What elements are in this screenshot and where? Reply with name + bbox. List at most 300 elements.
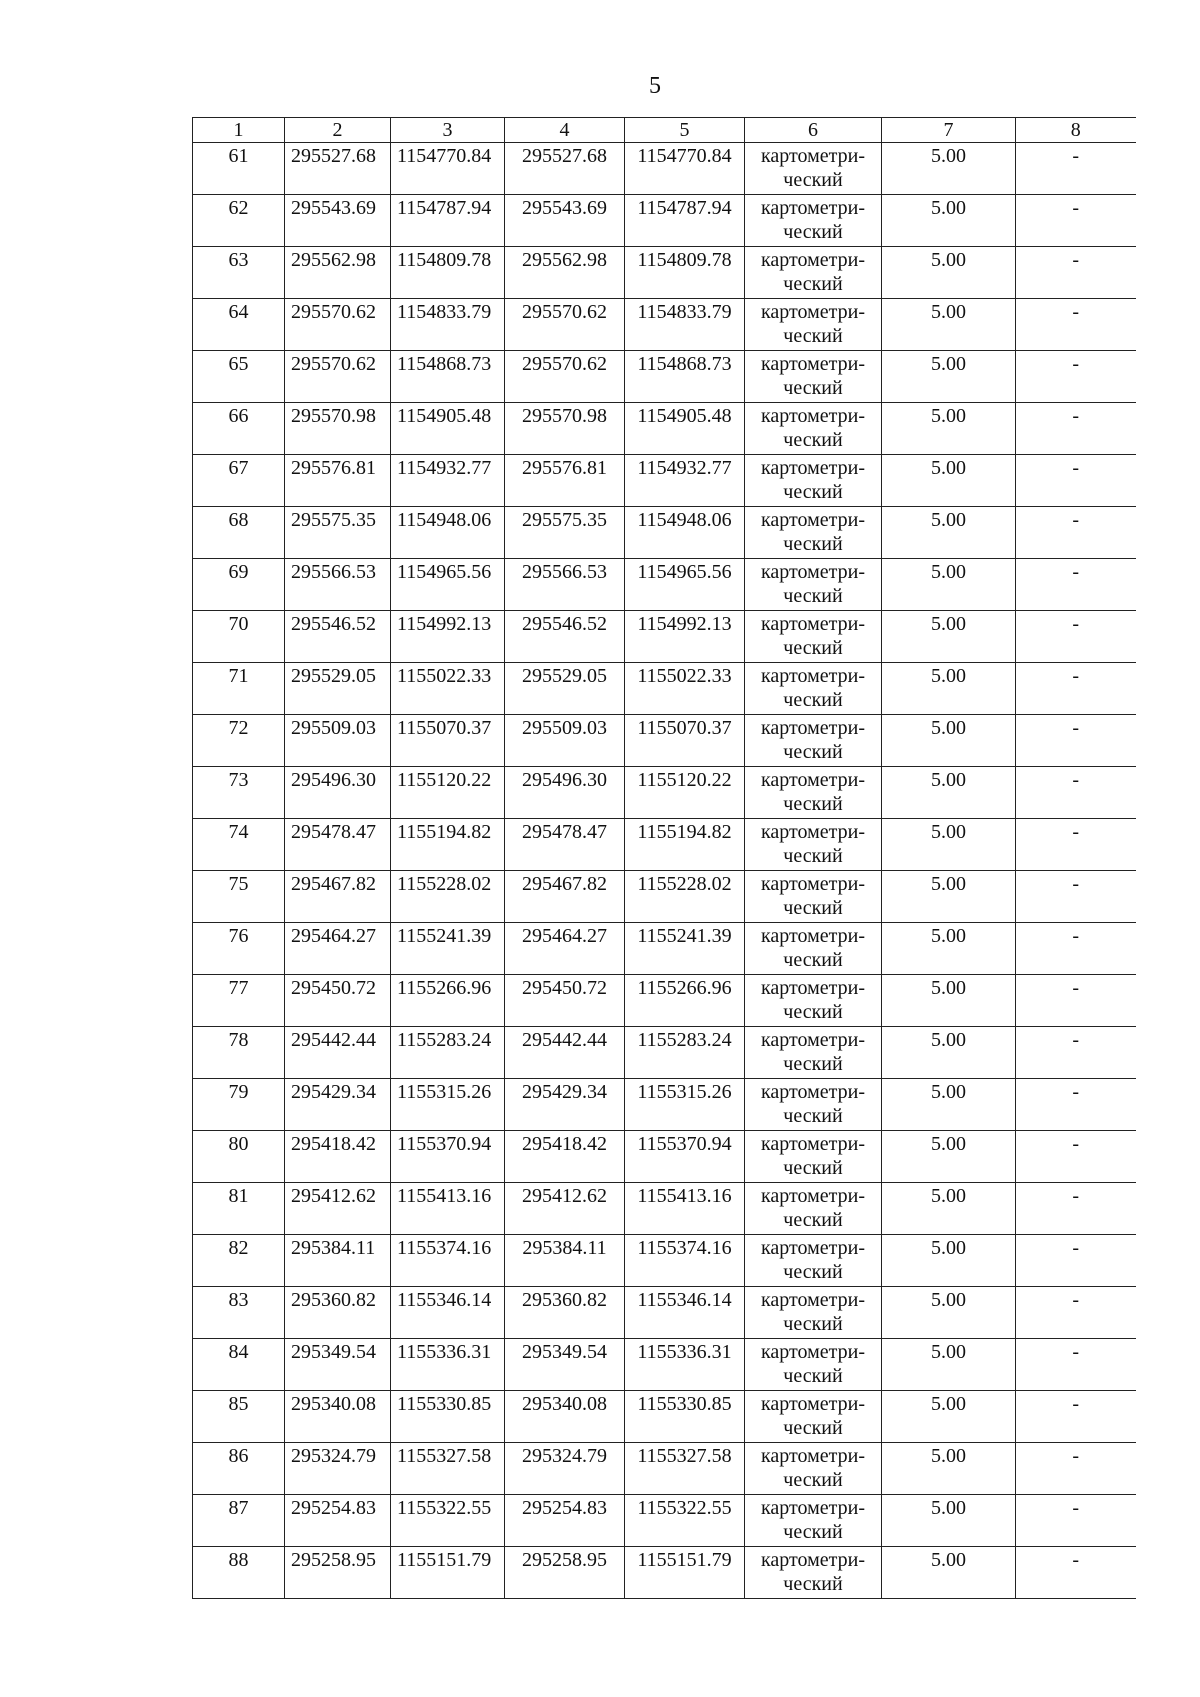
table-row	[193, 195, 1136, 247]
point-number-cell: 86	[193, 1443, 285, 1495]
table-row	[193, 1183, 1136, 1235]
point-number-cell: 81	[193, 1183, 285, 1235]
y-coordinate-new-cell: 1154948.06	[625, 507, 745, 559]
note-cell: -	[1016, 455, 1136, 507]
y-coordinate-cell: 1155194.82	[391, 819, 505, 871]
y-coordinate-new-cell: 1155266.96	[625, 975, 745, 1027]
x-coordinate-new-cell: 295562.98	[505, 247, 625, 299]
y-coordinate-cell: 1155370.94	[391, 1131, 505, 1183]
method-line-1: картометри-	[760, 769, 865, 791]
x-coordinate-new-cell: 295442.44	[505, 1027, 625, 1079]
method-cell	[745, 143, 882, 195]
column-header: 5	[625, 118, 745, 143]
point-number-cell: 70	[193, 611, 285, 663]
x-coordinate-new-cell: 295418.42	[505, 1131, 625, 1183]
y-coordinate-cell: 1154948.06	[391, 507, 505, 559]
y-coordinate-new-cell: 1154833.79	[625, 299, 745, 351]
y-coordinate-new-cell: 1155336.31	[625, 1339, 745, 1391]
y-coordinate-cell: 1155266.96	[391, 975, 505, 1027]
method-line-2: ческий	[783, 689, 843, 711]
table-row	[193, 663, 1136, 715]
x-coordinate-cell: 295570.98	[285, 403, 391, 455]
point-number-cell: 84	[193, 1339, 285, 1391]
x-coordinate-cell: 295576.81	[285, 455, 391, 507]
method-line-1: картометри-	[760, 1549, 865, 1571]
method-cell	[745, 1027, 882, 1079]
y-coordinate-new-cell: 1155374.16	[625, 1235, 745, 1287]
accuracy-cell: 5.00	[882, 507, 1016, 559]
point-number-cell: 68	[193, 507, 285, 559]
y-coordinate-new-cell: 1154905.48	[625, 403, 745, 455]
method-line-1: картометри-	[760, 1237, 865, 1259]
x-coordinate-new-cell: 295360.82	[505, 1287, 625, 1339]
table-row	[193, 507, 1136, 559]
column-header: 3	[391, 118, 505, 143]
table-row	[193, 455, 1136, 507]
method-cell	[745, 1235, 882, 1287]
column-header: 4	[505, 118, 625, 143]
point-number-cell: 61	[193, 143, 285, 195]
accuracy-cell: 5.00	[882, 559, 1016, 611]
method-line-1: картометри-	[760, 1341, 865, 1363]
y-coordinate-cell: 1154770.84	[391, 143, 505, 195]
table-row	[193, 819, 1136, 871]
point-number-cell: 80	[193, 1131, 285, 1183]
note-cell: -	[1016, 195, 1136, 247]
page-number: 5	[649, 73, 661, 99]
x-coordinate-cell: 295570.62	[285, 299, 391, 351]
table-row	[193, 351, 1136, 403]
table-row	[193, 715, 1136, 767]
note-cell: -	[1016, 611, 1136, 663]
method-line-2: ческий	[783, 637, 843, 659]
y-coordinate-cell: 1155241.39	[391, 923, 505, 975]
column-header: 7	[882, 118, 1016, 143]
method-line-2: ческий	[783, 845, 843, 867]
point-number-cell: 76	[193, 923, 285, 975]
accuracy-cell: 5.00	[882, 871, 1016, 923]
x-coordinate-new-cell: 295496.30	[505, 767, 625, 819]
x-coordinate-cell: 295575.35	[285, 507, 391, 559]
point-number-cell: 64	[193, 299, 285, 351]
method-cell	[745, 1131, 882, 1183]
method-line-1: картометри-	[760, 509, 865, 531]
point-number-cell: 66	[193, 403, 285, 455]
accuracy-cell: 5.00	[882, 143, 1016, 195]
note-cell: -	[1016, 1495, 1136, 1547]
method-cell	[745, 767, 882, 819]
x-coordinate-cell: 295340.08	[285, 1391, 391, 1443]
x-coordinate-cell: 295570.62	[285, 351, 391, 403]
method-line-2: ческий	[783, 481, 843, 503]
x-coordinate-cell: 295324.79	[285, 1443, 391, 1495]
y-coordinate-cell: 1155315.26	[391, 1079, 505, 1131]
x-coordinate-new-cell: 295570.62	[505, 299, 625, 351]
x-coordinate-cell: 295442.44	[285, 1027, 391, 1079]
x-coordinate-new-cell: 295412.62	[505, 1183, 625, 1235]
x-coordinate-cell: 295496.30	[285, 767, 391, 819]
accuracy-cell: 5.00	[882, 403, 1016, 455]
method-line-1: картометри-	[760, 1289, 865, 1311]
y-coordinate-cell: 1155070.37	[391, 715, 505, 767]
column-header: 6	[745, 118, 882, 143]
point-number-cell: 79	[193, 1079, 285, 1131]
method-line-2: ческий	[783, 793, 843, 815]
x-coordinate-new-cell: 295384.11	[505, 1235, 625, 1287]
y-coordinate-cell: 1155322.55	[391, 1495, 505, 1547]
method-line-1: картометри-	[760, 1185, 865, 1207]
y-coordinate-cell: 1155346.14	[391, 1287, 505, 1339]
y-coordinate-cell: 1155327.58	[391, 1443, 505, 1495]
x-coordinate-cell: 295412.62	[285, 1183, 391, 1235]
coordinates-table	[192, 117, 1136, 1599]
method-cell	[745, 403, 882, 455]
method-cell	[745, 1287, 882, 1339]
x-coordinate-new-cell: 295467.82	[505, 871, 625, 923]
accuracy-cell: 5.00	[882, 195, 1016, 247]
method-cell	[745, 1183, 882, 1235]
y-coordinate-cell: 1155283.24	[391, 1027, 505, 1079]
y-coordinate-new-cell: 1155346.14	[625, 1287, 745, 1339]
method-cell	[745, 299, 882, 351]
y-coordinate-cell: 1155228.02	[391, 871, 505, 923]
y-coordinate-new-cell: 1155022.33	[625, 663, 745, 715]
table-row	[193, 1339, 1136, 1391]
method-cell	[745, 351, 882, 403]
accuracy-cell: 5.00	[882, 975, 1016, 1027]
accuracy-cell: 5.00	[882, 715, 1016, 767]
table-row	[193, 299, 1136, 351]
note-cell: -	[1016, 507, 1136, 559]
x-coordinate-cell: 295529.05	[285, 663, 391, 715]
y-coordinate-new-cell: 1154787.94	[625, 195, 745, 247]
y-coordinate-cell: 1154868.73	[391, 351, 505, 403]
note-cell: -	[1016, 351, 1136, 403]
x-coordinate-new-cell: 295527.68	[505, 143, 625, 195]
x-coordinate-new-cell: 295324.79	[505, 1443, 625, 1495]
method-cell	[745, 1443, 882, 1495]
x-coordinate-cell: 295566.53	[285, 559, 391, 611]
method-cell	[745, 871, 882, 923]
table-row	[193, 1131, 1136, 1183]
note-cell: -	[1016, 819, 1136, 871]
y-coordinate-cell: 1154992.13	[391, 611, 505, 663]
y-coordinate-new-cell: 1155315.26	[625, 1079, 745, 1131]
method-line-2: ческий	[783, 221, 843, 243]
x-coordinate-new-cell: 295570.62	[505, 351, 625, 403]
method-line-1: картометри-	[760, 145, 865, 167]
y-coordinate-new-cell: 1154992.13	[625, 611, 745, 663]
note-cell: -	[1016, 1131, 1136, 1183]
x-coordinate-new-cell: 295543.69	[505, 195, 625, 247]
x-coordinate-cell: 295418.42	[285, 1131, 391, 1183]
method-cell	[745, 611, 882, 663]
accuracy-cell: 5.00	[882, 1339, 1016, 1391]
note-cell: -	[1016, 143, 1136, 195]
method-line-2: ческий	[783, 325, 843, 347]
x-coordinate-new-cell: 295464.27	[505, 923, 625, 975]
method-cell	[745, 455, 882, 507]
accuracy-cell: 5.00	[882, 1079, 1016, 1131]
method-cell	[745, 1339, 882, 1391]
note-cell: -	[1016, 871, 1136, 923]
note-cell: -	[1016, 1547, 1136, 1599]
point-number-cell: 67	[193, 455, 285, 507]
x-coordinate-new-cell: 295576.81	[505, 455, 625, 507]
x-coordinate-new-cell: 295509.03	[505, 715, 625, 767]
method-line-1: картометри-	[760, 197, 865, 219]
note-cell: -	[1016, 1287, 1136, 1339]
table-row	[193, 767, 1136, 819]
method-cell	[745, 1391, 882, 1443]
y-coordinate-new-cell: 1155370.94	[625, 1131, 745, 1183]
x-coordinate-new-cell: 295429.34	[505, 1079, 625, 1131]
y-coordinate-cell: 1155413.16	[391, 1183, 505, 1235]
note-cell: -	[1016, 1339, 1136, 1391]
method-cell	[745, 195, 882, 247]
method-line-1: картометри-	[760, 717, 865, 739]
x-coordinate-new-cell: 295258.95	[505, 1547, 625, 1599]
point-number-cell: 62	[193, 195, 285, 247]
y-coordinate-new-cell: 1154965.56	[625, 559, 745, 611]
y-coordinate-new-cell: 1155228.02	[625, 871, 745, 923]
method-line-2: ческий	[783, 273, 843, 295]
note-cell: -	[1016, 975, 1136, 1027]
method-line-2: ческий	[783, 377, 843, 399]
x-coordinate-new-cell: 295349.54	[505, 1339, 625, 1391]
x-coordinate-cell: 295464.27	[285, 923, 391, 975]
y-coordinate-new-cell: 1155151.79	[625, 1547, 745, 1599]
method-cell	[745, 559, 882, 611]
accuracy-cell: 5.00	[882, 455, 1016, 507]
column-header: 1	[193, 118, 285, 143]
method-line-1: картометри-	[760, 457, 865, 479]
method-line-1: картометри-	[760, 1133, 865, 1155]
y-coordinate-cell: 1155120.22	[391, 767, 505, 819]
y-coordinate-cell: 1155330.85	[391, 1391, 505, 1443]
method-line-2: ческий	[783, 429, 843, 451]
point-number-cell: 71	[193, 663, 285, 715]
note-cell: -	[1016, 1443, 1136, 1495]
method-cell	[745, 1547, 882, 1599]
y-coordinate-new-cell: 1155330.85	[625, 1391, 745, 1443]
x-coordinate-new-cell: 295570.98	[505, 403, 625, 455]
x-coordinate-cell: 295546.52	[285, 611, 391, 663]
x-coordinate-new-cell: 295546.52	[505, 611, 625, 663]
accuracy-cell: 5.00	[882, 299, 1016, 351]
table-row	[193, 403, 1136, 455]
y-coordinate-new-cell: 1155194.82	[625, 819, 745, 871]
method-line-1: картометри-	[760, 873, 865, 895]
table-row	[193, 871, 1136, 923]
accuracy-cell: 5.00	[882, 1443, 1016, 1495]
x-coordinate-cell: 295349.54	[285, 1339, 391, 1391]
y-coordinate-cell: 1155151.79	[391, 1547, 505, 1599]
method-cell	[745, 923, 882, 975]
table-body	[193, 118, 1136, 1599]
y-coordinate-cell: 1154965.56	[391, 559, 505, 611]
accuracy-cell: 5.00	[882, 1235, 1016, 1287]
x-coordinate-new-cell: 295575.35	[505, 507, 625, 559]
x-coordinate-cell: 295467.82	[285, 871, 391, 923]
method-line-1: картометри-	[760, 665, 865, 687]
point-number-cell: 63	[193, 247, 285, 299]
note-cell: -	[1016, 247, 1136, 299]
header-row	[193, 118, 1136, 143]
x-coordinate-cell: 295429.34	[285, 1079, 391, 1131]
method-line-1: картометри-	[760, 1081, 865, 1103]
accuracy-cell: 5.00	[882, 1391, 1016, 1443]
point-number-cell: 72	[193, 715, 285, 767]
point-number-cell: 69	[193, 559, 285, 611]
table-row	[193, 559, 1136, 611]
method-line-2: ческий	[783, 1053, 843, 1075]
x-coordinate-new-cell: 295478.47	[505, 819, 625, 871]
accuracy-cell: 5.00	[882, 1131, 1016, 1183]
note-cell: -	[1016, 1391, 1136, 1443]
column-header: 2	[285, 118, 391, 143]
accuracy-cell: 5.00	[882, 923, 1016, 975]
x-coordinate-cell: 295450.72	[285, 975, 391, 1027]
y-coordinate-new-cell: 1155070.37	[625, 715, 745, 767]
y-coordinate-new-cell: 1154770.84	[625, 143, 745, 195]
method-line-2: ческий	[783, 1157, 843, 1179]
point-number-cell: 77	[193, 975, 285, 1027]
accuracy-cell: 5.00	[882, 663, 1016, 715]
table-row	[193, 611, 1136, 663]
method-line-1: картометри-	[760, 1445, 865, 1467]
note-cell: -	[1016, 559, 1136, 611]
method-line-1: картометри-	[760, 353, 865, 375]
note-cell: -	[1016, 923, 1136, 975]
table-row	[193, 923, 1136, 975]
method-cell	[745, 247, 882, 299]
method-line-1: картометри-	[760, 821, 865, 843]
point-number-cell: 88	[193, 1547, 285, 1599]
table-row	[193, 143, 1136, 195]
method-line-2: ческий	[783, 533, 843, 555]
table-row	[193, 975, 1136, 1027]
x-coordinate-new-cell: 295340.08	[505, 1391, 625, 1443]
method-line-1: картометри-	[760, 249, 865, 271]
x-coordinate-cell: 295254.83	[285, 1495, 391, 1547]
y-coordinate-cell: 1154809.78	[391, 247, 505, 299]
y-coordinate-new-cell: 1155327.58	[625, 1443, 745, 1495]
table-row	[193, 1495, 1136, 1547]
method-line-2: ческий	[783, 1521, 843, 1543]
x-coordinate-cell: 295527.68	[285, 143, 391, 195]
method-line-2: ческий	[783, 1261, 843, 1283]
point-number-cell: 65	[193, 351, 285, 403]
accuracy-cell: 5.00	[882, 351, 1016, 403]
note-cell: -	[1016, 1235, 1136, 1287]
y-coordinate-cell: 1155374.16	[391, 1235, 505, 1287]
x-coordinate-new-cell: 295450.72	[505, 975, 625, 1027]
method-cell	[745, 663, 882, 715]
method-line-2: ческий	[783, 585, 843, 607]
x-coordinate-cell: 295384.11	[285, 1235, 391, 1287]
y-coordinate-new-cell: 1154932.77	[625, 455, 745, 507]
method-line-2: ческий	[783, 1001, 843, 1023]
method-cell	[745, 1079, 882, 1131]
table-row	[193, 1027, 1136, 1079]
table-row	[193, 1547, 1136, 1599]
x-coordinate-cell: 295543.69	[285, 195, 391, 247]
y-coordinate-new-cell: 1155120.22	[625, 767, 745, 819]
table-row	[193, 1391, 1136, 1443]
method-line-2: ческий	[783, 1209, 843, 1231]
point-number-cell: 74	[193, 819, 285, 871]
method-line-2: ческий	[783, 1573, 843, 1595]
y-coordinate-cell: 1155336.31	[391, 1339, 505, 1391]
method-line-1: картометри-	[760, 613, 865, 635]
point-number-cell: 83	[193, 1287, 285, 1339]
point-number-cell: 85	[193, 1391, 285, 1443]
note-cell: -	[1016, 1027, 1136, 1079]
method-line-1: картометри-	[760, 1393, 865, 1415]
table-row	[193, 1287, 1136, 1339]
note-cell: -	[1016, 299, 1136, 351]
method-cell	[745, 507, 882, 559]
column-header: 8	[1016, 118, 1136, 143]
method-line-2: ческий	[783, 949, 843, 971]
method-line-2: ческий	[783, 897, 843, 919]
method-line-1: картометри-	[760, 301, 865, 323]
accuracy-cell: 5.00	[882, 1287, 1016, 1339]
method-line-2: ческий	[783, 169, 843, 191]
method-cell	[745, 819, 882, 871]
x-coordinate-cell: 295360.82	[285, 1287, 391, 1339]
x-coordinate-cell: 295258.95	[285, 1547, 391, 1599]
accuracy-cell: 5.00	[882, 611, 1016, 663]
accuracy-cell: 5.00	[882, 1183, 1016, 1235]
y-coordinate-new-cell: 1155413.16	[625, 1183, 745, 1235]
note-cell: -	[1016, 1079, 1136, 1131]
note-cell: -	[1016, 403, 1136, 455]
y-coordinate-new-cell: 1154809.78	[625, 247, 745, 299]
point-number-cell: 82	[193, 1235, 285, 1287]
method-line-2: ческий	[783, 1469, 843, 1491]
method-line-2: ческий	[783, 1313, 843, 1335]
y-coordinate-cell: 1154833.79	[391, 299, 505, 351]
y-coordinate-cell: 1154905.48	[391, 403, 505, 455]
table-row	[193, 1235, 1136, 1287]
x-coordinate-new-cell: 295566.53	[505, 559, 625, 611]
x-coordinate-cell: 295562.98	[285, 247, 391, 299]
method-line-1: картометри-	[760, 925, 865, 947]
method-line-2: ческий	[783, 1365, 843, 1387]
method-line-1: картометри-	[760, 977, 865, 999]
y-coordinate-cell: 1154932.77	[391, 455, 505, 507]
y-coordinate-cell: 1155022.33	[391, 663, 505, 715]
x-coordinate-cell: 295478.47	[285, 819, 391, 871]
point-number-cell: 73	[193, 767, 285, 819]
accuracy-cell: 5.00	[882, 819, 1016, 871]
point-number-cell: 75	[193, 871, 285, 923]
note-cell: -	[1016, 663, 1136, 715]
method-line-2: ческий	[783, 1417, 843, 1439]
table-row	[193, 247, 1136, 299]
note-cell: -	[1016, 767, 1136, 819]
y-coordinate-new-cell: 1154868.73	[625, 351, 745, 403]
method-cell	[745, 975, 882, 1027]
y-coordinate-new-cell: 1155322.55	[625, 1495, 745, 1547]
accuracy-cell: 5.00	[882, 1027, 1016, 1079]
method-line-1: картометри-	[760, 561, 865, 583]
method-line-1: картометри-	[760, 1497, 865, 1519]
point-number-cell: 78	[193, 1027, 285, 1079]
accuracy-cell: 5.00	[882, 247, 1016, 299]
